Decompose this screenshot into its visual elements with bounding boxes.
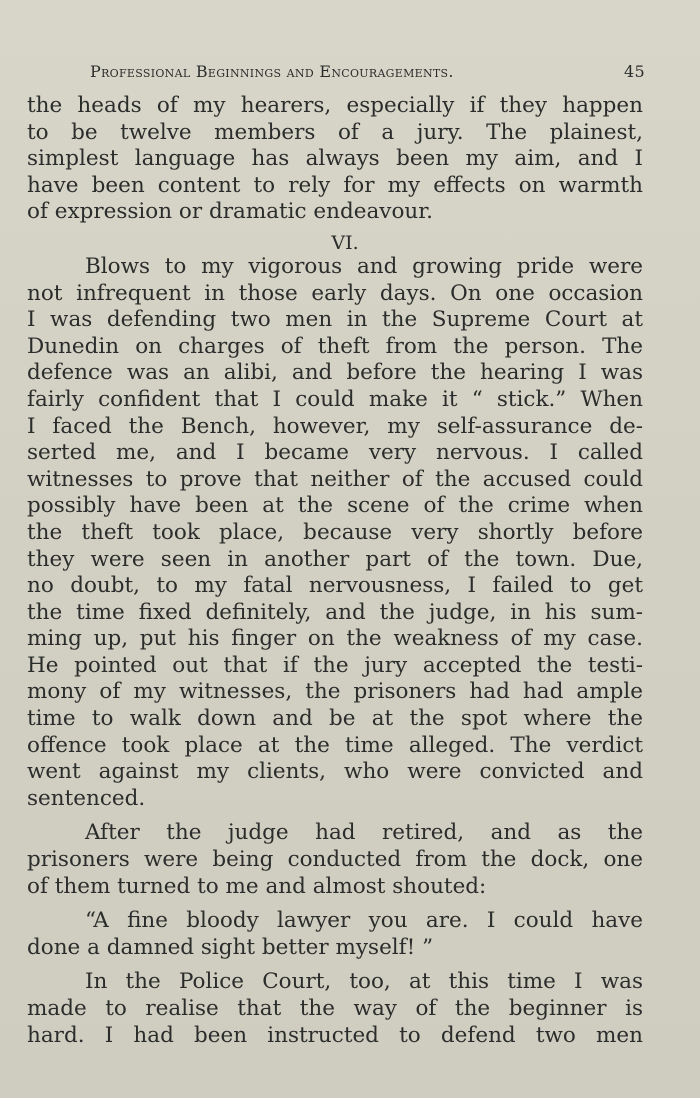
text-line: In the Police Court, too, at this time I was [85, 969, 643, 995]
text-line: of expression or dramatic endeavour. [27, 199, 433, 225]
text-line: “A fine bloody lawyer you are. I could have [85, 908, 643, 934]
text-line: Blows to my vigorous and growing pride were [85, 253, 643, 279]
text-line: not infrequent in those early days. On one occasion [27, 280, 643, 306]
paragraph-gap [27, 961, 643, 969]
paragraph-1 [27, 93, 643, 226]
text-line: to be twelve members of a jury. The plainest, [27, 119, 643, 145]
text-line: sentenced. [27, 785, 146, 811]
body-text [27, 93, 643, 1049]
text-line: the time fixed definitely, and the judge, in his sum- [27, 599, 643, 625]
text-line: He pointed out that if the jury accepted the testi- [27, 652, 643, 678]
paragraph-4-quote [27, 908, 643, 961]
text-line: the theft took place, because very shortly before [27, 519, 643, 545]
text-line: offence took place at the time alleged. The verdict [27, 732, 643, 758]
text-line: done a damned sight better myself! ” [27, 934, 434, 960]
text-line: Dunedin on charges of theft from the person. The [27, 333, 643, 359]
text-line: I was defending two men in the Supreme Court at [27, 307, 643, 333]
text-line: possibly have been at the scene of the crime when [27, 493, 643, 519]
text-line: witnesses to prove that neither of the accused could [27, 466, 643, 492]
text-line: simplest language has always been my aim, and I [27, 146, 643, 172]
text-line: ming up, put his finger on the weakness of my case. [27, 626, 643, 652]
text-line: After the judge had retired, and as the [85, 820, 643, 846]
paragraph-2 [27, 254, 643, 812]
text-line: mony of my witnesses, the prisoners had had ample [27, 679, 643, 705]
text-line: of them turned to me and almost shouted: [27, 873, 487, 899]
text-line: have been content to rely for my effects on warmth [27, 172, 643, 198]
text-line: defence was an alibi, and before the hearing I was [27, 360, 643, 386]
text-line: serted me, and I became very nervous. I called [27, 440, 643, 466]
text-line: hard. I had been instructed to defend two men [27, 1022, 643, 1048]
text-line: fairly confident that I could make it “ stick.” When [27, 386, 643, 412]
paragraph-3 [27, 820, 643, 900]
text-line: they were seen in another part of the town. Due, [27, 546, 643, 572]
running-head-title: Professional Beginnings and Encouragements. [90, 62, 454, 81]
text-line: made to realise that the way of the beginner is [27, 996, 643, 1021]
text-line: I faced the Bench, however, my self-assurance de- [27, 413, 643, 439]
paragraph-gap [27, 812, 643, 820]
text-line: prisoners were being conducted from the dock, one [27, 847, 643, 873]
paragraph-5 [27, 969, 643, 1049]
text-line: the heads of my hearers, especially if they happen [27, 93, 643, 118]
text-line: went against my clients, who were convicted and [27, 759, 643, 785]
paragraph-gap [27, 900, 643, 908]
section-number: VI. [331, 231, 359, 254]
page-number: 45 [624, 62, 645, 81]
text-line: time to walk down and be at the spot where the [27, 706, 643, 732]
running-head [90, 62, 645, 86]
text-line: no doubt, to my fatal nervousness, I failed to get [27, 573, 643, 599]
